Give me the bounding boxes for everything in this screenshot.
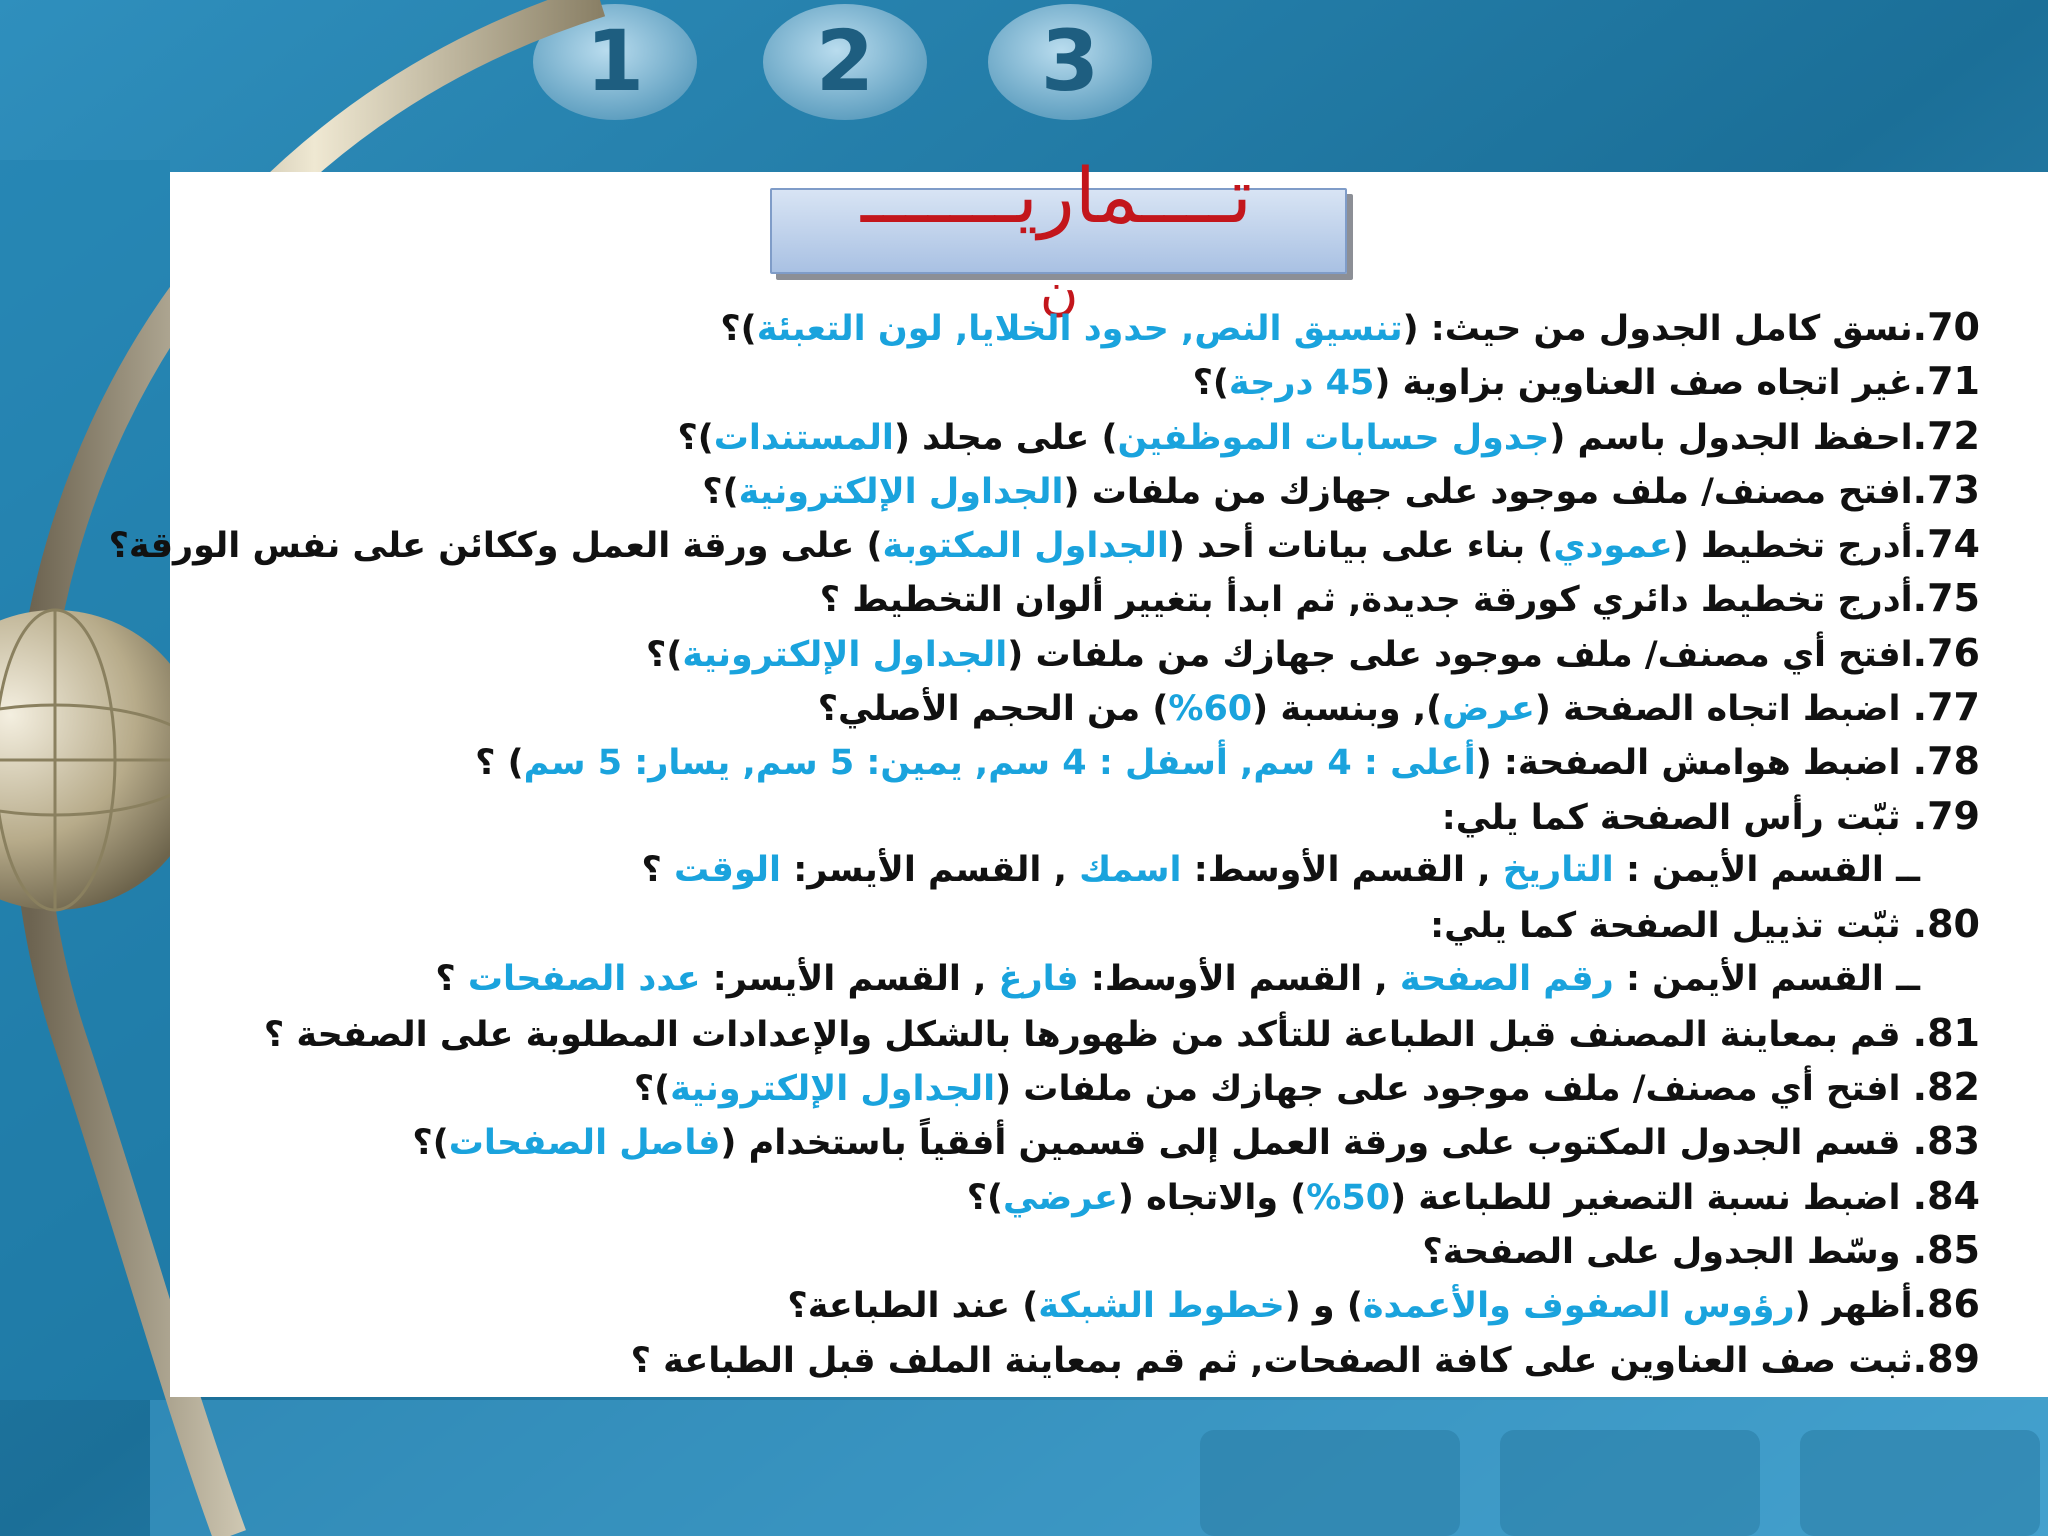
exercise-number: 77. (1912, 685, 1980, 730)
highlighted-term: تنسيق النص, حدود الخلايا, لون التعبئة (756, 309, 1403, 349)
exercise-text: ) على مجلد ( (893, 417, 1118, 458)
exercise-text: قسم الجدول المكتوب على ورقة العمل إلى قسمين أفقياً باستخدام ( (720, 1123, 1913, 1164)
exercise-text: ثبت صف العناوين على كافة الصفحات, ثم قم بمعاينة الملف قبل الطباعة ؟ (630, 1340, 1913, 1381)
exercise-text: احفظ الجدول باسم ( (1549, 417, 1913, 458)
exercise-text: افتح أي مصنف/ ملف موجود على جهازك من ملفات ( (1007, 634, 1913, 675)
exercise-text: ), وبنسبة ( (1252, 689, 1443, 730)
exercise-text: افتح أي مصنف/ ملف موجود على جهازك من ملفات ( (995, 1069, 1913, 1110)
highlighted-term: رؤوس الصفوف والأعمدة (1362, 1286, 1795, 1327)
exercise-text: اضبط نسبة التصغير للطباعة ( (1390, 1177, 1913, 1218)
highlighted-term: عرض (1442, 689, 1535, 730)
exercise-text: ) والاتجاه ( (1117, 1177, 1307, 1218)
exercise-item (412, 1114, 1980, 1168)
exercise-text: )؟ (677, 417, 714, 458)
highlighted-term: الجداول الإلكترونية (682, 634, 1008, 675)
exercise-number: 82. (1912, 1065, 1980, 1110)
highlighted-term: عمودي (1553, 526, 1673, 567)
exercise-text: أدرج تخطيط ( (1672, 526, 1913, 567)
exercise-item (600, 626, 1980, 680)
exercise-text: )؟ (633, 1069, 671, 1110)
highlighted-term: عدد الصفحات (467, 958, 701, 999)
exercise-number: 73. (1912, 467, 1980, 512)
exercise-text: )؟ (412, 1123, 449, 1164)
exercise-text: نسق كامل الجدول من حيث: ( (1402, 309, 1913, 349)
exercise-text: ثبّت تذييل الصفحة كما يلي: (1430, 906, 1913, 947)
exercise-text: )؟ (1192, 363, 1229, 404)
exercise-text: ) بناء على بيانات أحد ( (1168, 526, 1554, 567)
exercise-text: ؟ (435, 958, 468, 999)
exercise-text: ) على ورقة العمل وككائن على نفس الورقة؟ (108, 526, 883, 567)
keypad-digit-2: 2 (815, 12, 875, 110)
highlighted-term: الجداول المكتوبة (882, 526, 1169, 567)
exercise-number: 71. (1912, 359, 1980, 404)
highlighted-term: جدول حسابات الموظفين (1117, 417, 1550, 458)
exercise-item (263, 1006, 1980, 1060)
highlighted-term: الجداول الإلكترونية (670, 1069, 996, 1110)
exercise-number: 75. (1912, 576, 1980, 621)
exercise-text: , القسم الأوسط: (1078, 958, 1400, 999)
exercise-text: ثبّت رأس الصفحة كما يلي: (1441, 797, 1913, 838)
exercise-text: )؟ (966, 1177, 1003, 1218)
exercise-number: 84. (1912, 1173, 1980, 1218)
highlighted-term: الجداول الإلكترونية (738, 471, 1064, 512)
exercise-number: 80. (1912, 902, 1980, 947)
exercise-item (600, 1332, 1980, 1386)
exercise-text: ــ القسم الأيمن : (1613, 958, 1920, 999)
exercise-text: )؟ (720, 309, 757, 349)
exercise-number: 78. (1912, 739, 1980, 784)
highlighted-term: أعلى : 4 سم, أسفل : 4 سم, يمين: 5 سم, يسار: 5 سم (523, 743, 1476, 784)
exercise-item (600, 300, 1980, 354)
exercise-item (600, 571, 1980, 625)
highlighted-term: الوقت (673, 849, 782, 890)
exercise-item (475, 734, 1980, 788)
exercise-text: ــ القسم الأيمن : (1613, 849, 1920, 890)
highlighted-term: 45 درجة (1228, 363, 1375, 404)
exercise-item (600, 680, 1980, 734)
keypad-digit-1: 1 (585, 12, 645, 110)
highlighted-term: اسمك (1079, 849, 1182, 890)
highlighted-term: عرضي (1003, 1177, 1118, 1218)
exercise-subitem (435, 952, 1980, 1006)
exercise-subitem (600, 843, 1980, 897)
exercise-number: 72. (1912, 413, 1980, 458)
exercise-number: 76. (1912, 630, 1980, 675)
slide-title-tail: ن (1040, 262, 1079, 322)
exercise-text: ) و ( (1284, 1286, 1363, 1327)
exercise-number: 89. (1912, 1336, 1980, 1381)
highlighted-term: 60% (1168, 689, 1253, 730)
exercise-text: أدرج تخطيط دائري كورقة جديدة, ثم ابدأ بتغيير ألوان التخطيط ؟ (819, 580, 1913, 621)
exercise-item (600, 1223, 1980, 1277)
exercise-number: 74. (1912, 522, 1980, 567)
highlighted-term: فارغ (998, 958, 1079, 999)
exercise-number: 70. (1912, 305, 1980, 349)
exercise-list (108, 300, 1980, 1386)
exercise-number: 85. (1912, 1228, 1980, 1273)
exercise-item (600, 789, 1980, 843)
exercise-text: ) ؟ (475, 743, 524, 784)
exercise-item (600, 409, 1980, 463)
exercise-text: )؟ (646, 634, 683, 675)
highlighted-term: خطوط الشبكة (1038, 1286, 1285, 1327)
exercise-text: اضبط هوامش الصفحة: ( (1475, 743, 1913, 784)
exercise-text: , القسم الأيسر: (700, 958, 999, 999)
keypad-digit-3: 3 (1040, 12, 1100, 110)
exercise-text: اضبط اتجاه الصفحة ( (1534, 689, 1913, 730)
exercise-text: )؟ (702, 471, 739, 512)
exercise-text: , القسم الأوسط: (1181, 849, 1503, 890)
exercise-text: ) عند الطباعة؟ (787, 1286, 1039, 1327)
exercise-text: ؟ (641, 849, 674, 890)
exercise-text: أظهر ( (1794, 1286, 1913, 1327)
exercise-number: 86. (1912, 1282, 1980, 1327)
exercise-number: 83. (1912, 1119, 1980, 1164)
exercise-number: 81. (1912, 1010, 1980, 1055)
exercise-text: قم بمعاينة المصنف قبل الطباعة للتأكد من ظهورها بالشكل والإعدادات المطلوبة على الصفحة ؟ (263, 1014, 1913, 1055)
exercise-item (600, 897, 1980, 951)
exercise-text: غير اتجاه صف العناوين بزاوية ( (1374, 363, 1913, 404)
exercise-text: افتح مصنف/ ملف موجود على جهازك من ملفات ( (1063, 471, 1913, 512)
exercise-item (108, 517, 1980, 571)
exercise-text: وسّط الجدول على الصفحة؟ (1422, 1232, 1913, 1273)
exercise-item (600, 1169, 1980, 1223)
exercise-text: ) من الحجم الأصلي؟ (817, 689, 1169, 730)
exercise-text: , القسم الأيسر: (781, 849, 1080, 890)
slide-title: تــــماريـــــــ (860, 151, 1253, 240)
highlighted-term: المستندات (713, 417, 894, 458)
highlighted-term: رقم الصفحة (1399, 958, 1614, 999)
highlighted-term: 50% (1306, 1177, 1391, 1218)
highlighted-term: التاريخ (1502, 849, 1614, 890)
exercise-item (600, 463, 1980, 517)
exercise-item (600, 1277, 1980, 1331)
highlighted-term: فاصل الصفحات (448, 1123, 721, 1164)
exercise-item (600, 354, 1980, 408)
exercise-item (600, 1060, 1980, 1114)
exercise-number: 79. (1912, 793, 1980, 838)
